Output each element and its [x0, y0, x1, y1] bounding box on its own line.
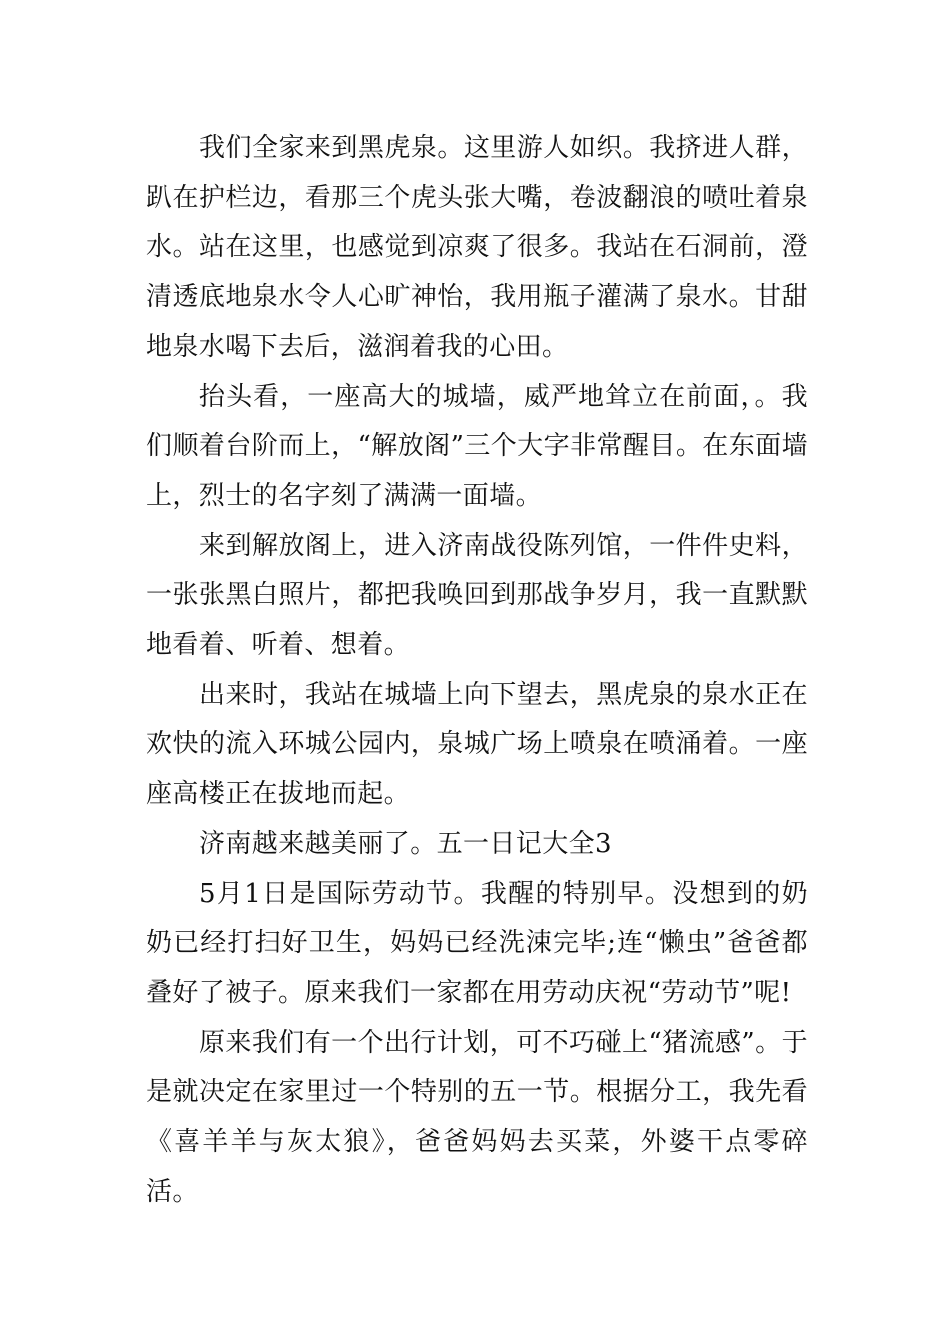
paragraph-labor-day: 5月1日是国际劳动节。我醒的特别早。没想到的奶奶已经打扫好卫生，妈妈已经洗涑完毕;连“懒虫”爸爸都叠好了被子。原来我们一家都在用劳动庆祝“劳动节”呢! — [146, 878, 808, 1008]
paragraph-black-tiger-spring: 我们全家来到黑虎泉。这里游人如织。我挤进人群，趴在护栏边，看那三个虎头张大嘴，卷波翻浪的喷吐着泉水。站在这里，也感觉到凉爽了很多。我站在石洞前，澄清透底地泉水令人心旷神怡，我用瓶子灌满了泉水。甘甜地泉水喝下去后，滋润着我的心田。 — [146, 133, 808, 362]
paragraph-travel-plan: 原来我们有一个出行计划，可不巧碰上“猪流感”。于是就决定在家里过一个特别的五一节。根据分工，我先看《喜羊羊与灰太狼》，爸爸妈妈去买菜，外婆干点零碎活。 — [146, 1027, 808, 1207]
document-body — [146, 124, 808, 1217]
paragraph-liberation-pavilion: 来到解放阁上，进入济南战役陈列馆，一件件史料，一张张黑白照片，都把我唤回到那战争岁月，我一直默默地看着、听着、想着。 — [146, 530, 808, 661]
paragraph-looking-down: 出来时，我站在城墙上向下望去，黑虎泉的泉水正在欢快的流入环城公园内，泉城广场上喷泉在喷涌着。一座座高楼正在拔地而起。 — [146, 679, 808, 810]
paragraph-city-wall: 抬头看，一座高大的城墙，威严地耸立在前面，。我们顺着台阶而上，“解放阁”三个大字非常醒目。在东面墙上，烈士的名字刻了满满一面墙。 — [146, 381, 808, 511]
paragraph-jinan-beautiful: 济南越来越美丽了。五一日记大全3 — [199, 828, 612, 859]
